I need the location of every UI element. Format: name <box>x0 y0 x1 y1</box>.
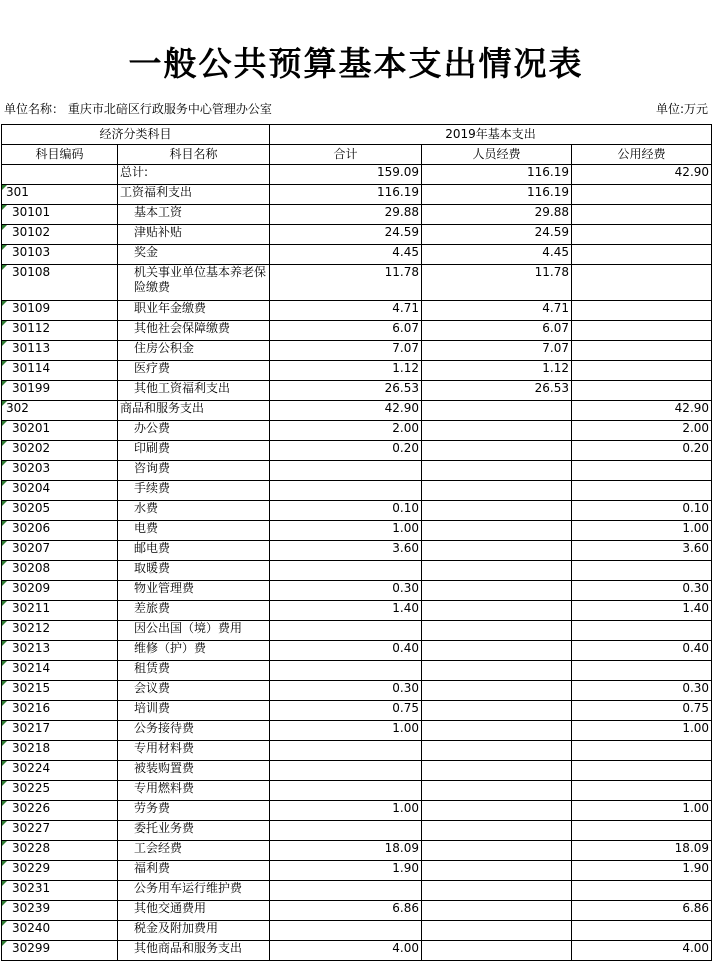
row-total: 7.07 <box>270 341 422 361</box>
row-code: 30212 <box>2 621 118 641</box>
row-personnel <box>422 821 572 841</box>
row-code: 30225 <box>2 781 118 801</box>
row-name: 其他商品和服务支出 <box>118 941 270 961</box>
row-public: 1.90 <box>572 861 712 881</box>
table-row <box>2 185 712 205</box>
row-total: 4.00 <box>270 941 422 961</box>
row-personnel: 116.19 <box>422 185 572 205</box>
row-name: 总计: <box>118 165 270 185</box>
row-personnel <box>422 441 572 461</box>
row-name: 维修（护）费 <box>118 641 270 661</box>
table-row <box>2 441 712 461</box>
row-public: 1.00 <box>572 521 712 541</box>
row-name: 水费 <box>118 501 270 521</box>
row-public: 6.86 <box>572 901 712 921</box>
row-public: 42.90 <box>572 165 712 185</box>
row-code: 30103 <box>2 245 118 265</box>
row-public <box>572 361 712 381</box>
row-personnel <box>422 761 572 781</box>
row-public <box>572 781 712 801</box>
row-personnel <box>422 941 572 961</box>
table-row <box>2 841 712 861</box>
row-total: 116.19 <box>270 185 422 205</box>
row-public: 0.20 <box>572 441 712 461</box>
row-total: 4.71 <box>270 301 422 321</box>
table-row <box>2 881 712 901</box>
row-personnel <box>422 481 572 501</box>
row-name: 其他工资福利支出 <box>118 381 270 401</box>
row-code: 30228 <box>2 841 118 861</box>
row-personnel <box>422 721 572 741</box>
row-personnel: 1.12 <box>422 361 572 381</box>
row-code: 30227 <box>2 821 118 841</box>
row-total: 1.00 <box>270 721 422 741</box>
row-public: 18.09 <box>572 841 712 861</box>
row-total <box>270 781 422 801</box>
row-personnel <box>422 421 572 441</box>
table-row <box>2 761 712 781</box>
row-code: 30211 <box>2 601 118 621</box>
row-total: 1.90 <box>270 861 422 881</box>
row-name: 工资福利支出 <box>118 185 270 205</box>
row-total: 0.10 <box>270 501 422 521</box>
row-public <box>572 461 712 481</box>
row-total <box>270 661 422 681</box>
row-name: 因公出国（境）费用 <box>118 621 270 641</box>
table-row <box>2 401 712 421</box>
header-public: 公用经费 <box>572 145 712 165</box>
row-total: 0.30 <box>270 681 422 701</box>
row-total: 6.07 <box>270 321 422 341</box>
row-code: 30102 <box>2 225 118 245</box>
table-row <box>2 641 712 661</box>
row-public: 1.00 <box>572 721 712 741</box>
row-personnel <box>422 921 572 941</box>
row-total: 1.40 <box>270 601 422 621</box>
row-code: 30112 <box>2 321 118 341</box>
row-total: 26.53 <box>270 381 422 401</box>
row-public: 1.40 <box>572 601 712 621</box>
table-row <box>2 821 712 841</box>
row-code: 30231 <box>2 881 118 901</box>
row-total <box>270 561 422 581</box>
row-personnel <box>422 561 572 581</box>
row-name: 商品和服务支出 <box>118 401 270 421</box>
table-row <box>2 861 712 881</box>
table-row <box>2 205 712 225</box>
row-code: 30215 <box>2 681 118 701</box>
row-code: 30201 <box>2 421 118 441</box>
row-name: 机关事业单位基本养老保险缴费 <box>118 265 270 301</box>
table-row <box>2 225 712 245</box>
table-row <box>2 381 712 401</box>
row-name: 委托业务费 <box>118 821 270 841</box>
row-personnel <box>422 901 572 921</box>
header-basic-expenditure: 2019年基本支出 <box>270 125 712 145</box>
unit-label: 单位:万元 <box>655 102 708 116</box>
row-total: 159.09 <box>270 165 422 185</box>
row-name: 职业年金缴费 <box>118 301 270 321</box>
row-total: 0.30 <box>270 581 422 601</box>
header-personnel: 人员经费 <box>422 145 572 165</box>
row-public: 2.00 <box>572 421 712 441</box>
header-code: 科目编码 <box>2 145 118 165</box>
table-row <box>2 921 712 941</box>
row-code: 30202 <box>2 441 118 461</box>
row-personnel <box>422 521 572 541</box>
table-row <box>2 801 712 821</box>
row-public <box>572 921 712 941</box>
row-public: 0.75 <box>572 701 712 721</box>
row-code: 301 <box>2 185 118 205</box>
row-public <box>572 205 712 225</box>
row-name: 专用材料费 <box>118 741 270 761</box>
table-row <box>2 621 712 641</box>
row-name: 办公费 <box>118 421 270 441</box>
row-personnel: 26.53 <box>422 381 572 401</box>
table-row <box>2 901 712 921</box>
table-row <box>2 301 712 321</box>
unit-name: 单位名称： 重庆市北碚区行政服务中心管理办公室 <box>4 102 272 116</box>
row-public <box>572 881 712 901</box>
row-code: 30209 <box>2 581 118 601</box>
row-name: 税金及附加费用 <box>118 921 270 941</box>
table-row <box>2 701 712 721</box>
row-public <box>572 245 712 265</box>
table-row <box>2 661 712 681</box>
table-row <box>2 321 712 341</box>
row-personnel <box>422 621 572 641</box>
row-public <box>572 761 712 781</box>
row-name: 住房公积金 <box>118 341 270 361</box>
row-code: 30299 <box>2 941 118 961</box>
row-name: 被装购置费 <box>118 761 270 781</box>
row-name: 差旅费 <box>118 601 270 621</box>
row-personnel <box>422 781 572 801</box>
row-personnel <box>422 681 572 701</box>
row-code: 30208 <box>2 561 118 581</box>
row-personnel <box>422 841 572 861</box>
row-total <box>270 761 422 781</box>
row-personnel <box>422 801 572 821</box>
table-row <box>2 265 712 301</box>
row-total: 0.40 <box>270 641 422 661</box>
header-total: 合计 <box>270 145 422 165</box>
row-code: 30224 <box>2 761 118 781</box>
row-total <box>270 881 422 901</box>
row-name: 咨询费 <box>118 461 270 481</box>
row-personnel <box>422 401 572 421</box>
row-total <box>270 621 422 641</box>
row-total: 2.00 <box>270 421 422 441</box>
row-public: 1.00 <box>572 801 712 821</box>
row-name: 物业管理费 <box>118 581 270 601</box>
row-name: 奖金 <box>118 245 270 265</box>
row-public: 4.00 <box>572 941 712 961</box>
row-public <box>572 341 712 361</box>
header-economic-classification: 经济分类科目 <box>2 125 270 145</box>
row-personnel <box>422 581 572 601</box>
row-public <box>572 561 712 581</box>
row-total: 42.90 <box>270 401 422 421</box>
row-code: 30216 <box>2 701 118 721</box>
row-name: 培训费 <box>118 701 270 721</box>
row-public <box>572 321 712 341</box>
row-code: 30214 <box>2 661 118 681</box>
row-personnel <box>422 641 572 661</box>
row-code: 30239 <box>2 901 118 921</box>
table-row <box>2 721 712 741</box>
table-row <box>2 165 712 185</box>
row-personnel: 4.71 <box>422 301 572 321</box>
row-total: 0.75 <box>270 701 422 721</box>
row-total: 11.78 <box>270 265 422 301</box>
table-row <box>2 941 712 961</box>
row-public: 3.60 <box>572 541 712 561</box>
row-name: 劳务费 <box>118 801 270 821</box>
row-code: 30109 <box>2 301 118 321</box>
row-code: 302 <box>2 401 118 421</box>
row-personnel <box>422 501 572 521</box>
row-personnel <box>422 701 572 721</box>
row-name: 基本工资 <box>118 205 270 225</box>
row-personnel: 24.59 <box>422 225 572 245</box>
row-total <box>270 481 422 501</box>
row-name: 手续费 <box>118 481 270 501</box>
row-code: 30203 <box>2 461 118 481</box>
row-public <box>572 265 712 301</box>
row-personnel <box>422 601 572 621</box>
row-total <box>270 921 422 941</box>
row-total <box>270 741 422 761</box>
row-name: 取暖费 <box>118 561 270 581</box>
row-personnel: 4.45 <box>422 245 572 265</box>
table-row <box>2 461 712 481</box>
row-public <box>572 381 712 401</box>
row-code: 30113 <box>2 341 118 361</box>
row-public <box>572 741 712 761</box>
row-code: 30108 <box>2 265 118 301</box>
row-personnel <box>422 741 572 761</box>
row-total: 3.60 <box>270 541 422 561</box>
row-public: 0.10 <box>572 501 712 521</box>
row-public <box>572 821 712 841</box>
row-name: 其他交通费用 <box>118 901 270 921</box>
row-name: 邮电费 <box>118 541 270 561</box>
row-code: 30218 <box>2 741 118 761</box>
row-personnel: 11.78 <box>422 265 572 301</box>
table-row <box>2 361 712 381</box>
row-name: 工会经费 <box>118 841 270 861</box>
row-code: 30114 <box>2 361 118 381</box>
row-total <box>270 461 422 481</box>
row-name: 福利费 <box>118 861 270 881</box>
row-total: 6.86 <box>270 901 422 921</box>
row-name: 电费 <box>118 521 270 541</box>
row-total: 24.59 <box>270 225 422 245</box>
row-total: 4.45 <box>270 245 422 265</box>
row-total: 1.00 <box>270 801 422 821</box>
table-row <box>2 245 712 265</box>
row-name: 津贴补贴 <box>118 225 270 245</box>
table-row <box>2 341 712 361</box>
row-personnel: 6.07 <box>422 321 572 341</box>
row-total: 1.00 <box>270 521 422 541</box>
row-public <box>572 661 712 681</box>
row-personnel <box>422 861 572 881</box>
table-row <box>2 581 712 601</box>
row-name: 租赁费 <box>118 661 270 681</box>
table-row <box>2 681 712 701</box>
row-code <box>2 165 118 185</box>
row-personnel: 29.88 <box>422 205 572 225</box>
row-personnel <box>422 541 572 561</box>
page-title: 一般公共预算基本支出情况表 <box>128 44 584 83</box>
row-public: 0.30 <box>572 581 712 601</box>
row-code: 30229 <box>2 861 118 881</box>
table-row <box>2 421 712 441</box>
header-name: 科目名称 <box>118 145 270 165</box>
row-code: 30205 <box>2 501 118 521</box>
row-code: 30226 <box>2 801 118 821</box>
table-row <box>2 541 712 561</box>
row-total: 29.88 <box>270 205 422 225</box>
row-public: 0.30 <box>572 681 712 701</box>
row-name: 医疗费 <box>118 361 270 381</box>
row-code: 30207 <box>2 541 118 561</box>
table-row <box>2 521 712 541</box>
row-public <box>572 185 712 205</box>
row-code: 30240 <box>2 921 118 941</box>
row-public <box>572 481 712 501</box>
budget-table <box>1 124 712 961</box>
row-name: 公务用车运行维护费 <box>118 881 270 901</box>
row-name: 其他社会保障缴费 <box>118 321 270 341</box>
row-public <box>572 621 712 641</box>
table-row <box>2 561 712 581</box>
row-personnel: 7.07 <box>422 341 572 361</box>
row-name: 印刷费 <box>118 441 270 461</box>
row-total <box>270 821 422 841</box>
row-total: 1.12 <box>270 361 422 381</box>
row-name: 公务接待费 <box>118 721 270 741</box>
row-personnel <box>422 461 572 481</box>
row-name: 专用燃料费 <box>118 781 270 801</box>
table-row <box>2 781 712 801</box>
row-code: 30213 <box>2 641 118 661</box>
table-row <box>2 601 712 621</box>
row-public: 42.90 <box>572 401 712 421</box>
row-code: 30206 <box>2 521 118 541</box>
row-code: 30101 <box>2 205 118 225</box>
row-total: 18.09 <box>270 841 422 861</box>
row-public: 0.40 <box>572 641 712 661</box>
table-row <box>2 481 712 501</box>
row-total: 0.20 <box>270 441 422 461</box>
row-name: 会议费 <box>118 681 270 701</box>
row-personnel: 116.19 <box>422 165 572 185</box>
row-public <box>572 301 712 321</box>
row-personnel <box>422 881 572 901</box>
row-code: 30217 <box>2 721 118 741</box>
table-row <box>2 741 712 761</box>
row-personnel <box>422 661 572 681</box>
row-code: 30199 <box>2 381 118 401</box>
row-code: 30204 <box>2 481 118 501</box>
row-public <box>572 225 712 245</box>
table-row <box>2 501 712 521</box>
